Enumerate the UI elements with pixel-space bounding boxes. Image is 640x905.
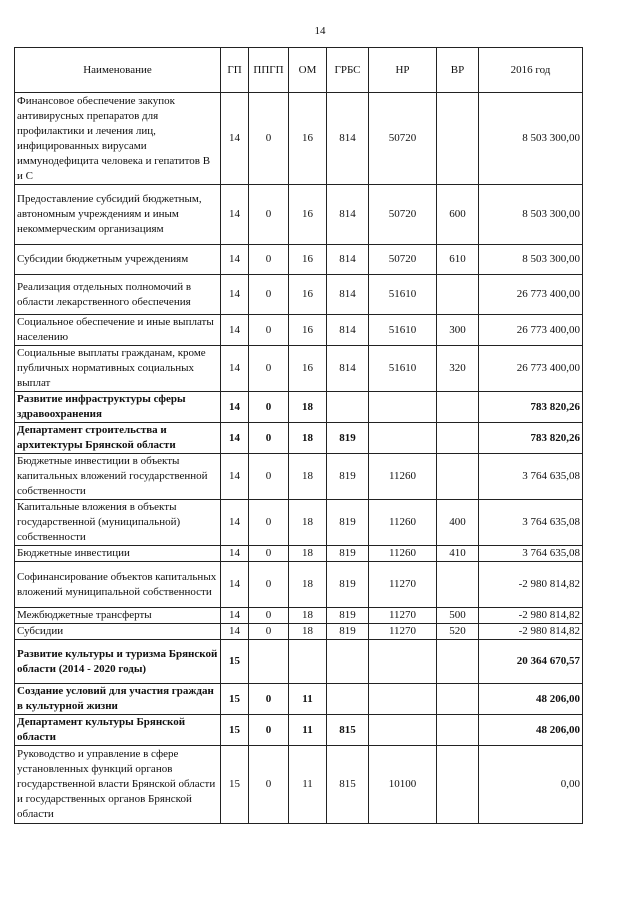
cell-nr xyxy=(369,684,437,715)
cell-grbs xyxy=(327,392,369,423)
cell-ppgp: 0 xyxy=(249,454,289,500)
cell-vr: 610 xyxy=(437,245,479,275)
cell-grbs: 814 xyxy=(327,93,369,185)
cell-ppgp: 0 xyxy=(249,245,289,275)
header-gp: ГП xyxy=(221,48,249,93)
table-row xyxy=(15,640,583,684)
page-number: 14 xyxy=(314,25,326,37)
cell-grbs: 814 xyxy=(327,346,369,392)
cell-gp: 15 xyxy=(221,715,249,746)
cell-vr: 320 xyxy=(437,346,479,392)
cell-grbs: 814 xyxy=(327,185,369,245)
cell-ppgp: 0 xyxy=(249,546,289,562)
table-row xyxy=(15,715,583,746)
table-row xyxy=(15,684,583,715)
cell-name: Департамент культуры Брянской области xyxy=(15,715,221,746)
cell-gp: 14 xyxy=(221,275,249,315)
cell-name: Бюджетные инвестиции в объекты капитальных вложений государственной собственности xyxy=(15,454,221,500)
cell-amount: 8 503 300,00 xyxy=(479,185,583,245)
cell-gp: 14 xyxy=(221,245,249,275)
cell-name: Развитие инфраструктуры сферы здравоохранения xyxy=(15,392,221,423)
cell-vr xyxy=(437,746,479,824)
cell-ppgp: 0 xyxy=(249,624,289,640)
cell-amount: 26 773 400,00 xyxy=(479,315,583,346)
header-year: 2016 год xyxy=(479,48,583,93)
cell-ppgp: 0 xyxy=(249,608,289,624)
cell-vr xyxy=(437,454,479,500)
cell-name: Финансовое обеспечение закупок антивирусных препаратов для профилактики и лечения лиц, инфицированных вирусами иммунодефицита человека и гепатитов В и С xyxy=(15,93,221,185)
cell-gp: 14 xyxy=(221,423,249,454)
table-row xyxy=(15,275,583,315)
cell-om: 18 xyxy=(289,423,327,454)
cell-grbs: 819 xyxy=(327,423,369,454)
cell-nr xyxy=(369,423,437,454)
cell-vr xyxy=(437,562,479,608)
cell-om: 16 xyxy=(289,93,327,185)
table-row xyxy=(15,245,583,275)
cell-amount: 783 820,26 xyxy=(479,392,583,423)
table-row xyxy=(15,562,583,608)
cell-gp: 14 xyxy=(221,93,249,185)
table-row xyxy=(15,546,583,562)
cell-om: 16 xyxy=(289,346,327,392)
cell-om: 18 xyxy=(289,546,327,562)
cell-grbs: 819 xyxy=(327,624,369,640)
header-vr: ВР xyxy=(437,48,479,93)
cell-grbs xyxy=(327,640,369,684)
budget-table xyxy=(14,47,583,824)
cell-ppgp xyxy=(249,640,289,684)
cell-vr: 300 xyxy=(437,315,479,346)
cell-om: 18 xyxy=(289,608,327,624)
cell-vr xyxy=(437,392,479,423)
cell-ppgp: 0 xyxy=(249,715,289,746)
cell-ppgp: 0 xyxy=(249,315,289,346)
cell-ppgp: 0 xyxy=(249,562,289,608)
cell-ppgp: 0 xyxy=(249,746,289,824)
cell-om: 18 xyxy=(289,454,327,500)
header-om: ОМ xyxy=(289,48,327,93)
cell-grbs: 814 xyxy=(327,275,369,315)
cell-amount: 20 364 670,57 xyxy=(479,640,583,684)
cell-grbs: 819 xyxy=(327,608,369,624)
cell-grbs: 819 xyxy=(327,500,369,546)
cell-name: Бюджетные инвестиции xyxy=(15,546,221,562)
cell-nr: 50720 xyxy=(369,245,437,275)
cell-vr: 500 xyxy=(437,608,479,624)
cell-nr: 51610 xyxy=(369,346,437,392)
cell-gp: 14 xyxy=(221,346,249,392)
cell-amount: 3 764 635,08 xyxy=(479,454,583,500)
cell-gp: 14 xyxy=(221,562,249,608)
table-row xyxy=(15,423,583,454)
cell-gp: 14 xyxy=(221,624,249,640)
cell-grbs: 819 xyxy=(327,562,369,608)
cell-om: 16 xyxy=(289,245,327,275)
cell-name: Реализация отдельных полномочий в области лекарственного обеспечения xyxy=(15,275,221,315)
cell-gp: 14 xyxy=(221,185,249,245)
cell-om: 18 xyxy=(289,392,327,423)
table-row xyxy=(15,746,583,824)
cell-vr: 400 xyxy=(437,500,479,546)
cell-name: Капитальные вложения в объекты государственной (муниципальной) собственности xyxy=(15,500,221,546)
cell-ppgp: 0 xyxy=(249,185,289,245)
cell-om: 18 xyxy=(289,500,327,546)
cell-grbs: 819 xyxy=(327,454,369,500)
cell-gp: 14 xyxy=(221,500,249,546)
table-row xyxy=(15,315,583,346)
cell-gp: 14 xyxy=(221,315,249,346)
cell-amount: 8 503 300,00 xyxy=(479,93,583,185)
cell-om: 16 xyxy=(289,185,327,245)
cell-om: 11 xyxy=(289,746,327,824)
cell-amount: -2 980 814,82 xyxy=(479,608,583,624)
cell-nr: 11270 xyxy=(369,608,437,624)
cell-ppgp: 0 xyxy=(249,93,289,185)
header-name: Наименование xyxy=(15,48,221,93)
cell-name: Субсидии бюджетным учреждениям xyxy=(15,245,221,275)
cell-vr xyxy=(437,715,479,746)
table-row xyxy=(15,454,583,500)
cell-gp: 15 xyxy=(221,684,249,715)
cell-gp: 14 xyxy=(221,454,249,500)
cell-name: Межбюджетные трансферты xyxy=(15,608,221,624)
cell-vr xyxy=(437,275,479,315)
cell-grbs: 814 xyxy=(327,315,369,346)
table-row xyxy=(15,185,583,245)
cell-om: 16 xyxy=(289,275,327,315)
cell-nr: 11260 xyxy=(369,500,437,546)
header-nr: НР xyxy=(369,48,437,93)
cell-gp: 14 xyxy=(221,546,249,562)
cell-amount: 0,00 xyxy=(479,746,583,824)
cell-name: Руководство и управление в сфере установленных функций органов государственной власти Брянской области и государственных органов Брянской области xyxy=(15,746,221,824)
cell-name: Субсидии xyxy=(15,624,221,640)
cell-nr: 11270 xyxy=(369,562,437,608)
cell-amount: 8 503 300,00 xyxy=(479,245,583,275)
cell-ppgp: 0 xyxy=(249,392,289,423)
cell-amount: 3 764 635,08 xyxy=(479,500,583,546)
header-grbs: ГРБС xyxy=(327,48,369,93)
header-row xyxy=(15,48,583,93)
cell-amount: 26 773 400,00 xyxy=(479,346,583,392)
cell-om: 16 xyxy=(289,315,327,346)
cell-gp: 15 xyxy=(221,746,249,824)
table-row xyxy=(15,346,583,392)
cell-name: Создание условий для участия граждан в культурной жизни xyxy=(15,684,221,715)
table-row xyxy=(15,624,583,640)
cell-amount: 783 820,26 xyxy=(479,423,583,454)
cell-nr xyxy=(369,392,437,423)
cell-om xyxy=(289,640,327,684)
cell-amount: 3 764 635,08 xyxy=(479,546,583,562)
cell-om: 18 xyxy=(289,624,327,640)
cell-amount: 26 773 400,00 xyxy=(479,275,583,315)
cell-name: Департамент строительства и архитектуры Брянской области xyxy=(15,423,221,454)
cell-nr: 11270 xyxy=(369,624,437,640)
cell-om: 18 xyxy=(289,562,327,608)
cell-ppgp: 0 xyxy=(249,500,289,546)
cell-nr: 50720 xyxy=(369,185,437,245)
header-ppgp: ППГП xyxy=(249,48,289,93)
table-row xyxy=(15,500,583,546)
cell-om: 11 xyxy=(289,684,327,715)
cell-gp: 15 xyxy=(221,640,249,684)
cell-name: Предоставление субсидий бюджетным, автономным учреждениям и иным некоммерческим организациям xyxy=(15,185,221,245)
cell-name: Социальное обеспечение и иные выплаты населению xyxy=(15,315,221,346)
cell-name: Социальные выплаты гражданам, кроме публичных нормативных социальных выплат xyxy=(15,346,221,392)
table-row xyxy=(15,608,583,624)
cell-nr: 51610 xyxy=(369,315,437,346)
cell-vr xyxy=(437,640,479,684)
cell-amount: -2 980 814,82 xyxy=(479,562,583,608)
cell-ppgp: 0 xyxy=(249,275,289,315)
cell-nr: 10100 xyxy=(369,746,437,824)
cell-vr: 600 xyxy=(437,185,479,245)
table-row xyxy=(15,392,583,423)
cell-ppgp: 0 xyxy=(249,346,289,392)
cell-name: Развитие культуры и туризма Брянской области (2014 - 2020 годы) xyxy=(15,640,221,684)
cell-grbs xyxy=(327,684,369,715)
cell-grbs: 815 xyxy=(327,746,369,824)
cell-name: Софинансирование объектов капитальных вложений муниципальной собственности xyxy=(15,562,221,608)
cell-amount: -2 980 814,82 xyxy=(479,624,583,640)
cell-nr: 11260 xyxy=(369,454,437,500)
cell-ppgp: 0 xyxy=(249,684,289,715)
cell-gp: 14 xyxy=(221,392,249,423)
cell-vr: 410 xyxy=(437,546,479,562)
cell-nr xyxy=(369,715,437,746)
cell-amount: 48 206,00 xyxy=(479,684,583,715)
cell-vr: 520 xyxy=(437,624,479,640)
cell-nr: 11260 xyxy=(369,546,437,562)
table-row xyxy=(15,93,583,185)
cell-grbs: 814 xyxy=(327,245,369,275)
cell-gp: 14 xyxy=(221,608,249,624)
cell-amount: 48 206,00 xyxy=(479,715,583,746)
cell-nr: 51610 xyxy=(369,275,437,315)
cell-vr xyxy=(437,684,479,715)
cell-vr xyxy=(437,93,479,185)
cell-grbs: 819 xyxy=(327,546,369,562)
cell-grbs: 815 xyxy=(327,715,369,746)
cell-vr xyxy=(437,423,479,454)
cell-nr xyxy=(369,640,437,684)
cell-ppgp: 0 xyxy=(249,423,289,454)
cell-om: 11 xyxy=(289,715,327,746)
cell-nr: 50720 xyxy=(369,93,437,185)
